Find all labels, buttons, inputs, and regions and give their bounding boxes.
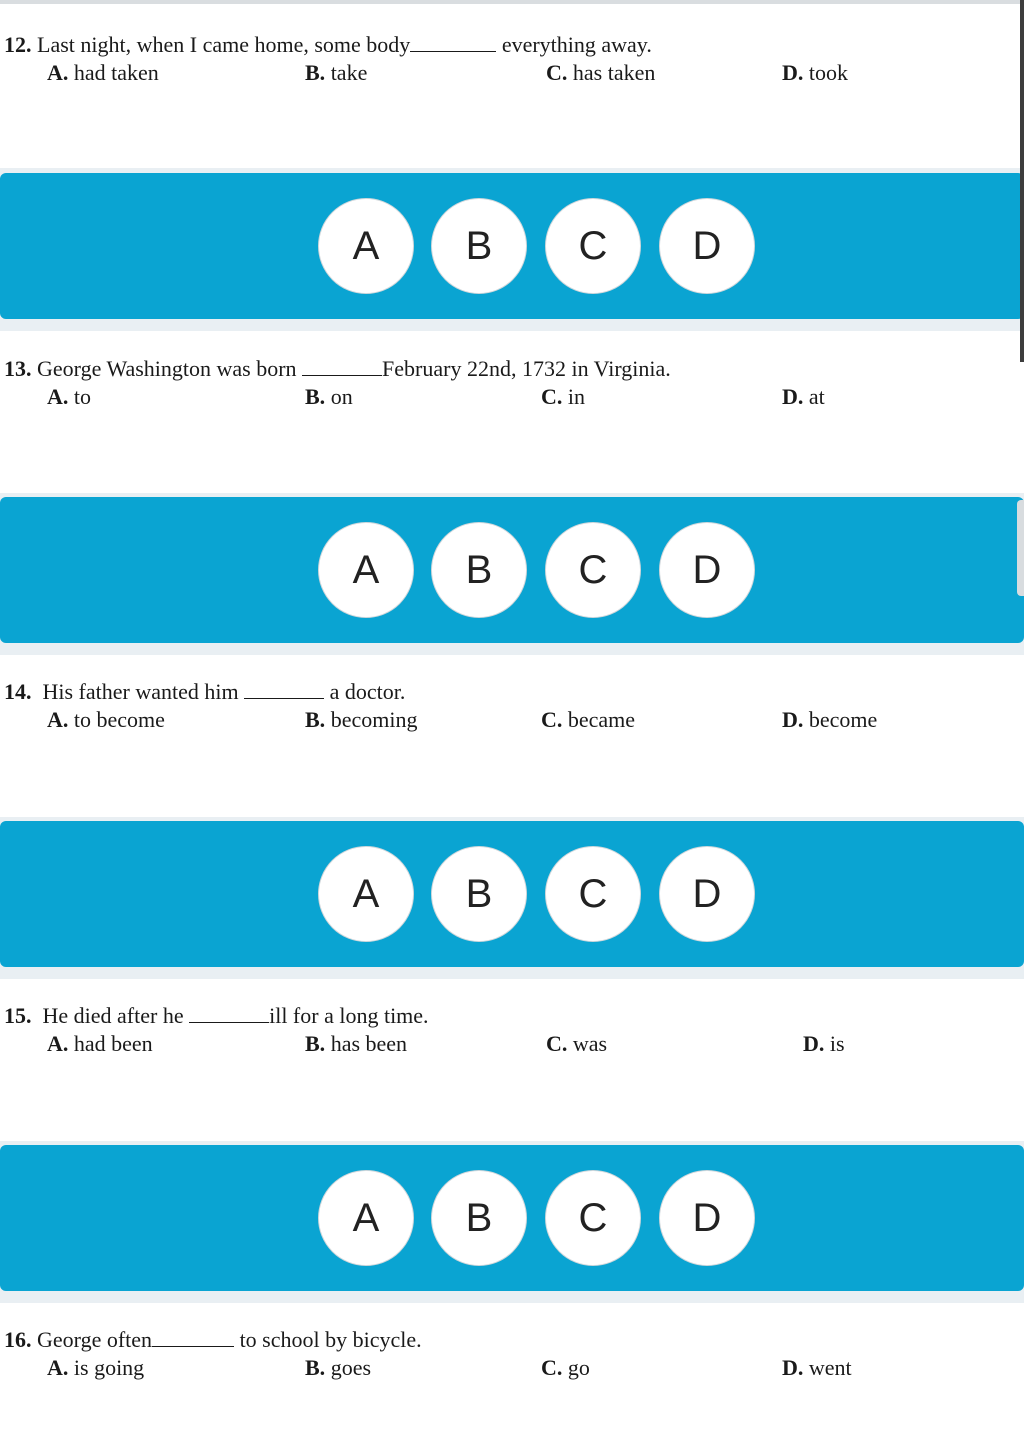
- question-stem-before: Last night, when I came home, some body: [37, 32, 411, 57]
- answer-button-b[interactable]: B: [431, 198, 527, 294]
- option-letter: D.: [803, 1031, 825, 1056]
- question-text: [4, 679, 405, 705]
- option-letter: B.: [305, 1031, 326, 1056]
- question-stem-before: George Washington was born: [37, 356, 297, 381]
- answer-blank: [410, 34, 496, 52]
- option-letter: B.: [305, 60, 326, 85]
- option-text: went: [808, 1355, 852, 1380]
- answer-button-c[interactable]: C: [545, 522, 641, 618]
- option-text: become: [808, 707, 878, 732]
- answer-bar-14: [0, 821, 1024, 967]
- answer-blank: [302, 358, 382, 376]
- answer-button-d[interactable]: D: [659, 522, 755, 618]
- question-number: 14.: [4, 679, 32, 704]
- question-number: 15.: [4, 1003, 32, 1028]
- answer-button-a[interactable]: A: [318, 522, 414, 618]
- answer-button-b[interactable]: B: [431, 522, 527, 618]
- option-letter: A.: [47, 1031, 69, 1056]
- option-a: [47, 60, 159, 86]
- answer-button-a[interactable]: A: [318, 846, 414, 942]
- option-b: [305, 1031, 407, 1057]
- option-c: [541, 707, 635, 733]
- question-text: [4, 1327, 422, 1353]
- option-text: is going: [73, 1355, 145, 1380]
- answer-blank: [189, 1005, 269, 1023]
- option-b: [305, 707, 417, 733]
- option-letter: B.: [305, 1355, 326, 1380]
- option-a: [47, 384, 91, 410]
- option-text: became: [567, 707, 636, 732]
- answer-button-a[interactable]: A: [318, 198, 414, 294]
- option-d: [782, 707, 877, 733]
- option-c: [541, 1355, 590, 1381]
- question-stem-after: to school by bicycle.: [239, 1327, 422, 1352]
- answer-blank: [152, 1329, 234, 1347]
- answer-blank: [244, 681, 324, 699]
- option-c: [546, 60, 655, 86]
- option-text: had been: [73, 1031, 153, 1056]
- option-text: becoming: [330, 707, 418, 732]
- option-letter: D.: [782, 707, 804, 732]
- question-stem-before: His father wanted him: [42, 679, 239, 704]
- option-a: [47, 707, 165, 733]
- option-text: took: [808, 60, 849, 85]
- question-card-16: [0, 1303, 1024, 1445]
- answer-button-a[interactable]: A: [318, 1170, 414, 1266]
- option-letter: A.: [47, 1355, 69, 1380]
- option-a: [47, 1355, 144, 1381]
- option-letter: A.: [47, 384, 69, 409]
- question-stem-before: George often: [37, 1327, 153, 1352]
- question-number: 12.: [4, 32, 32, 57]
- answer-bar-12: [0, 173, 1024, 319]
- option-text: to: [73, 384, 92, 409]
- option-text: in: [567, 384, 586, 409]
- option-letter: D.: [782, 60, 804, 85]
- option-letter: C.: [546, 1031, 568, 1056]
- question-stem-after: everything away.: [501, 32, 652, 57]
- option-text: to become: [73, 707, 165, 732]
- option-letter: B.: [305, 384, 326, 409]
- question-number: 13.: [4, 356, 32, 381]
- option-d: [803, 1031, 845, 1057]
- option-c: [546, 1031, 607, 1057]
- option-text: on: [330, 384, 353, 409]
- option-d: [782, 1355, 852, 1381]
- option-b: [305, 60, 367, 86]
- answer-button-d[interactable]: D: [659, 198, 755, 294]
- option-text: go: [567, 1355, 590, 1380]
- answer-bar-13: [0, 497, 1024, 643]
- option-letter: A.: [47, 707, 69, 732]
- option-letter: C.: [546, 60, 568, 85]
- answer-button-b[interactable]: B: [431, 1170, 527, 1266]
- option-b: [305, 1355, 371, 1381]
- answer-button-b[interactable]: B: [431, 846, 527, 942]
- question-text: [4, 1003, 429, 1029]
- question-stem-after: ill for a long time.: [269, 1003, 429, 1028]
- answer-button-c[interactable]: C: [545, 1170, 641, 1266]
- option-letter: A.: [47, 60, 69, 85]
- question-text: [4, 32, 652, 58]
- question-card-14: [0, 655, 1024, 817]
- question-card-15: [0, 979, 1024, 1141]
- option-c: [541, 384, 585, 410]
- answer-bar-15: [0, 1145, 1024, 1291]
- question-card-13: [0, 331, 1024, 493]
- option-letter: D.: [782, 1355, 804, 1380]
- edge-panel-handle[interactable]: [1017, 500, 1024, 596]
- question-stem-after: February 22nd, 1732 in Virginia.: [382, 356, 671, 381]
- option-text: goes: [330, 1355, 372, 1380]
- option-letter: C.: [541, 1355, 563, 1380]
- option-text: is: [829, 1031, 845, 1056]
- answer-button-d[interactable]: D: [659, 1170, 755, 1266]
- option-letter: B.: [305, 707, 326, 732]
- question-number: 16.: [4, 1327, 32, 1352]
- option-d: [782, 384, 825, 410]
- option-text: take: [330, 60, 368, 85]
- question-card-12: [0, 4, 1024, 168]
- option-text: at: [808, 384, 825, 409]
- answer-button-c[interactable]: C: [545, 846, 641, 942]
- option-b: [305, 384, 353, 410]
- question-stem-before: He died after he: [42, 1003, 184, 1028]
- answer-button-d[interactable]: D: [659, 846, 755, 942]
- option-text: was: [572, 1031, 608, 1056]
- answer-button-c[interactable]: C: [545, 198, 641, 294]
- option-letter: C.: [541, 384, 563, 409]
- option-letter: C.: [541, 707, 563, 732]
- question-stem-after: a doctor.: [329, 679, 406, 704]
- option-text: has been: [330, 1031, 408, 1056]
- option-letter: D.: [782, 384, 804, 409]
- option-text: had taken: [73, 60, 159, 85]
- option-d: [782, 60, 848, 86]
- option-a: [47, 1031, 153, 1057]
- scrollbar-thumb[interactable]: [1020, 0, 1024, 362]
- option-text: has taken: [572, 60, 656, 85]
- question-text: [4, 356, 671, 382]
